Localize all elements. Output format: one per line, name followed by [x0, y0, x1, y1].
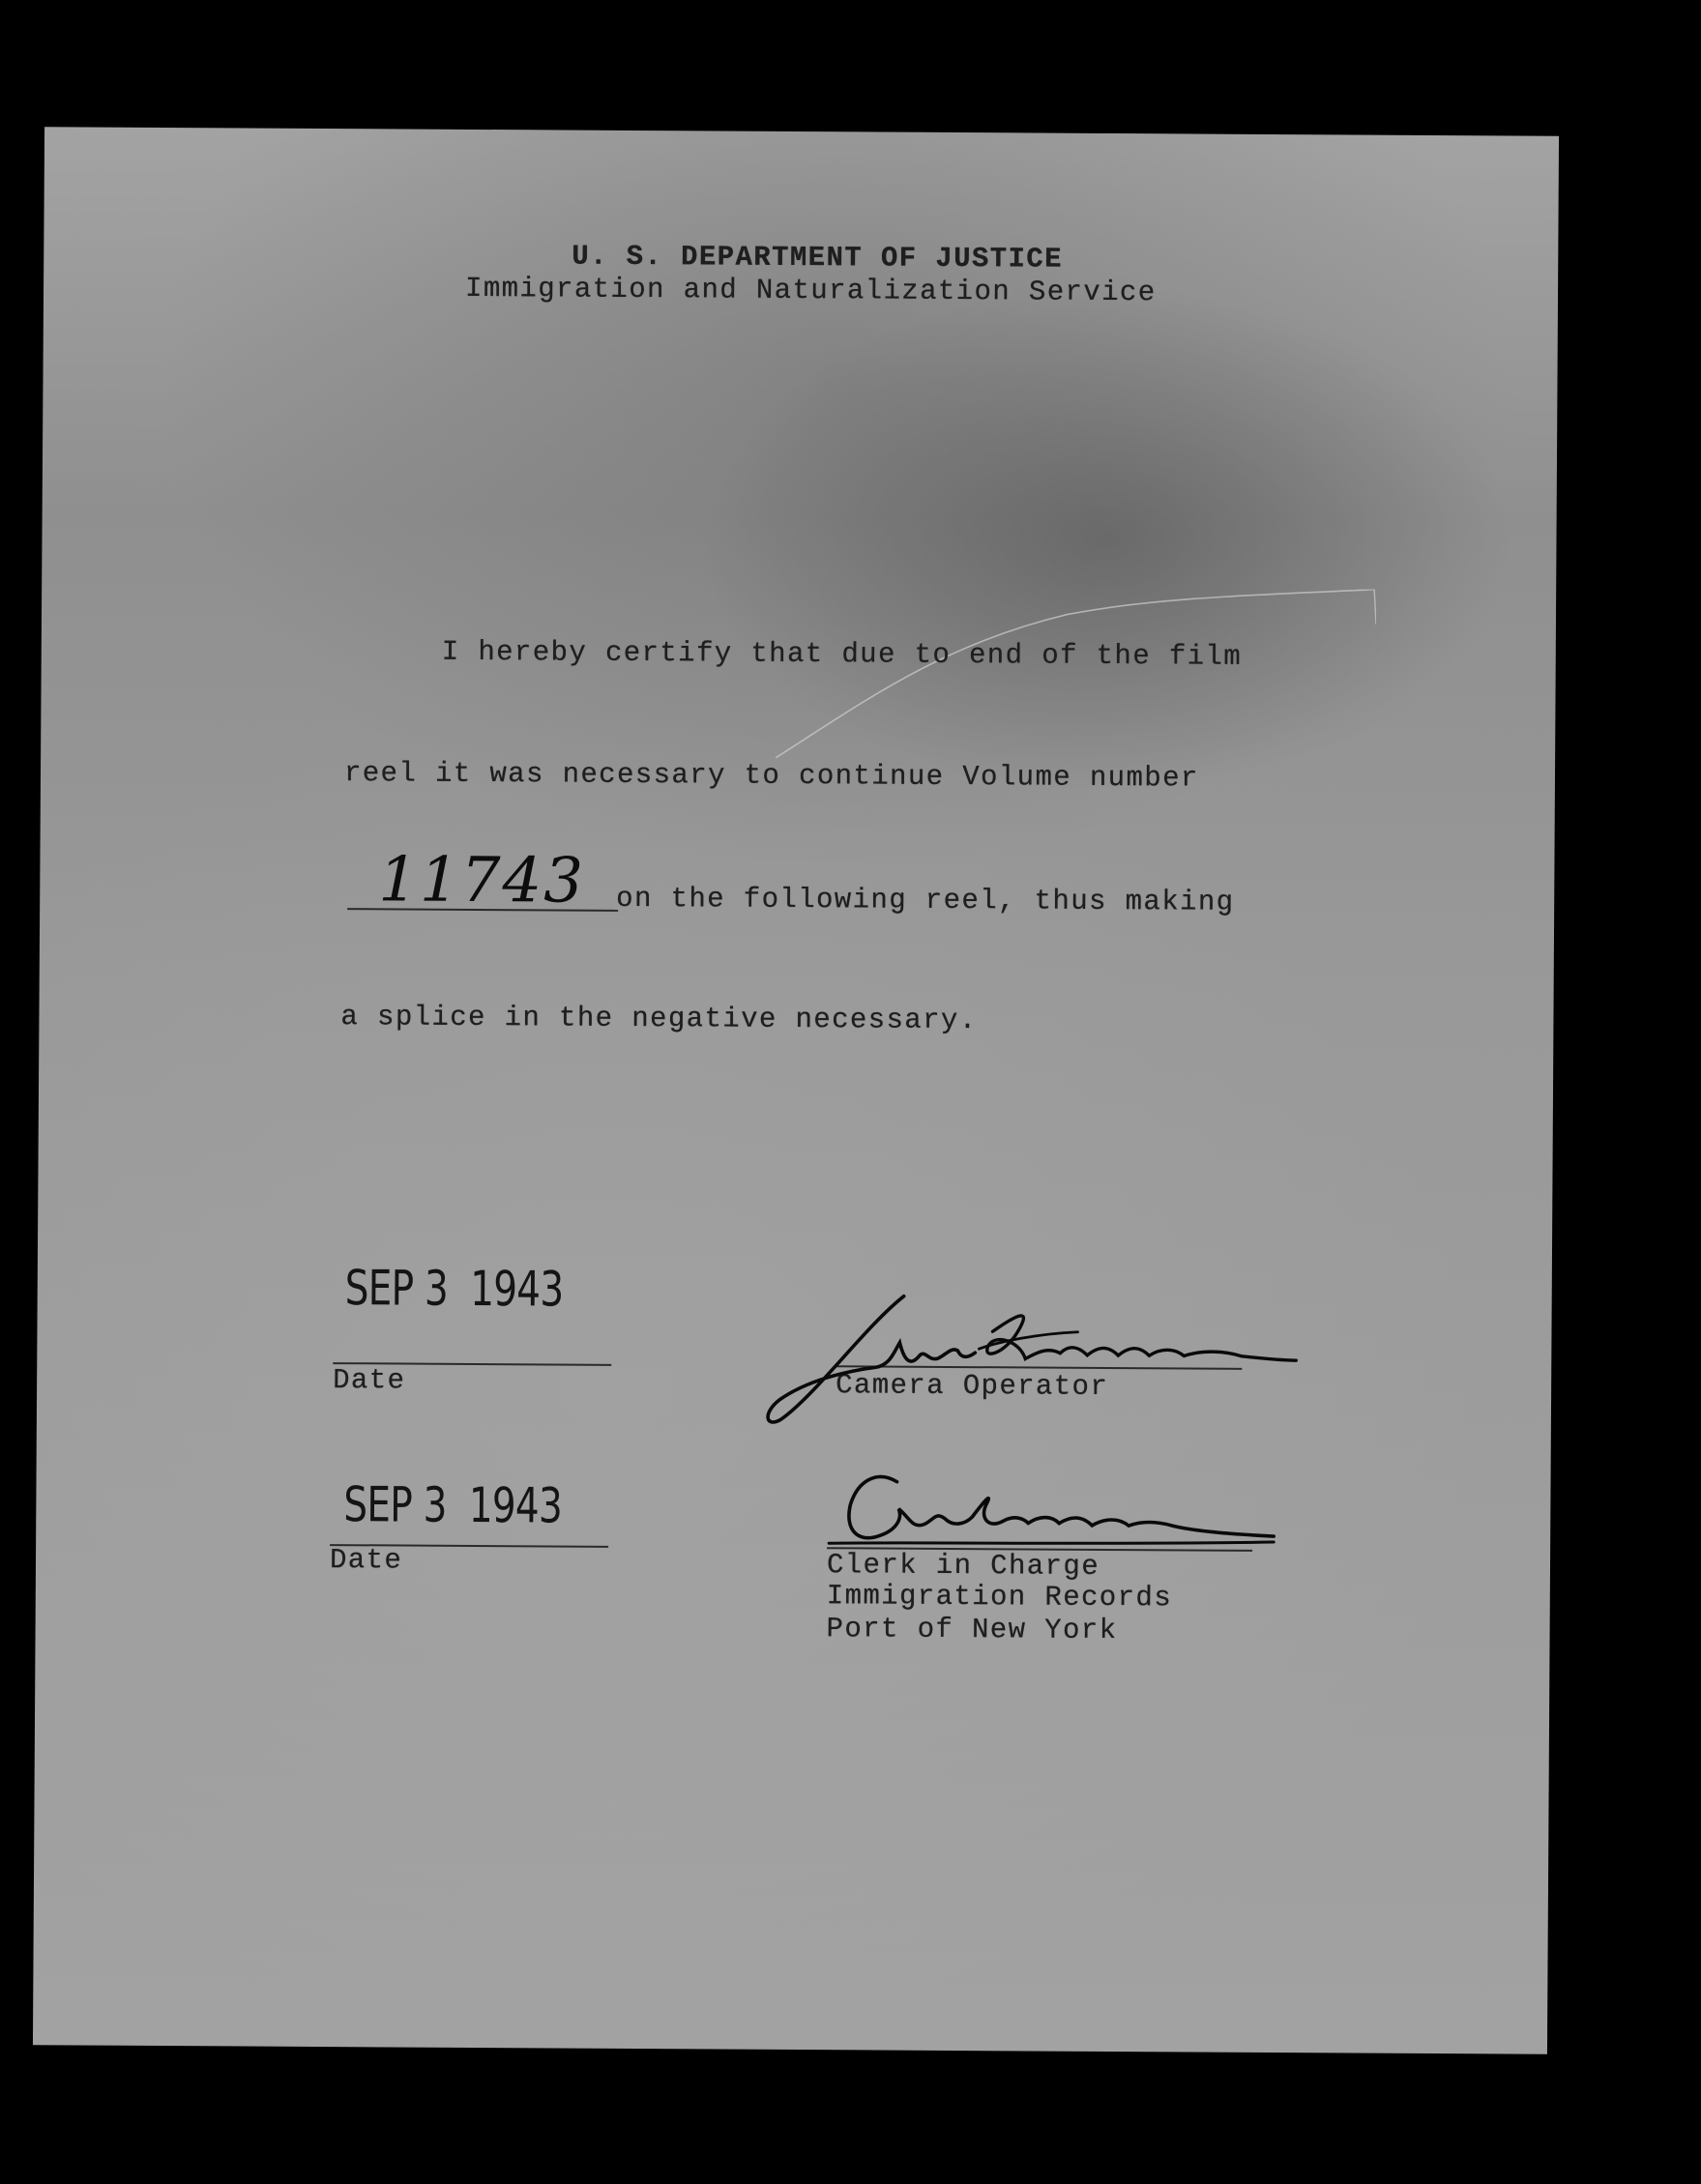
- clerk-title-line-2: Immigration Records: [826, 1580, 1173, 1615]
- clerk-signature: [819, 1460, 1304, 1569]
- certification-line-3: on the following reel, thus making: [616, 882, 1235, 918]
- clerk-title-line-3: Port of New York: [826, 1613, 1118, 1647]
- header-department: U. S. DEPARTMENT OF JUSTICE: [572, 240, 1064, 276]
- date-label-1: Date: [333, 1364, 406, 1397]
- volume-number: 11743: [378, 844, 586, 917]
- camera-operator-title: Camera Operator: [836, 1369, 1109, 1403]
- clerk-title-line-1: Clerk in Charge: [826, 1549, 1100, 1583]
- certification-line-1: I hereby certify that due to end of the film: [441, 635, 1243, 673]
- certification-line-2: reel it was necessary to continue Volume number: [343, 757, 1199, 795]
- date-label-2: Date: [329, 1544, 403, 1577]
- date-stamp-2: SEP 3 1943: [343, 1476, 563, 1534]
- certification-line-4: a splice in the negative necessary.: [340, 1001, 978, 1037]
- date-stamp-1: SEP 3 1943: [344, 1260, 564, 1318]
- document-sheet: [33, 127, 1559, 2054]
- header-service: Immigration and Naturalization Service: [464, 272, 1157, 309]
- film-scratch: [776, 586, 1376, 764]
- camera-operator-signature: [758, 1288, 1301, 1436]
